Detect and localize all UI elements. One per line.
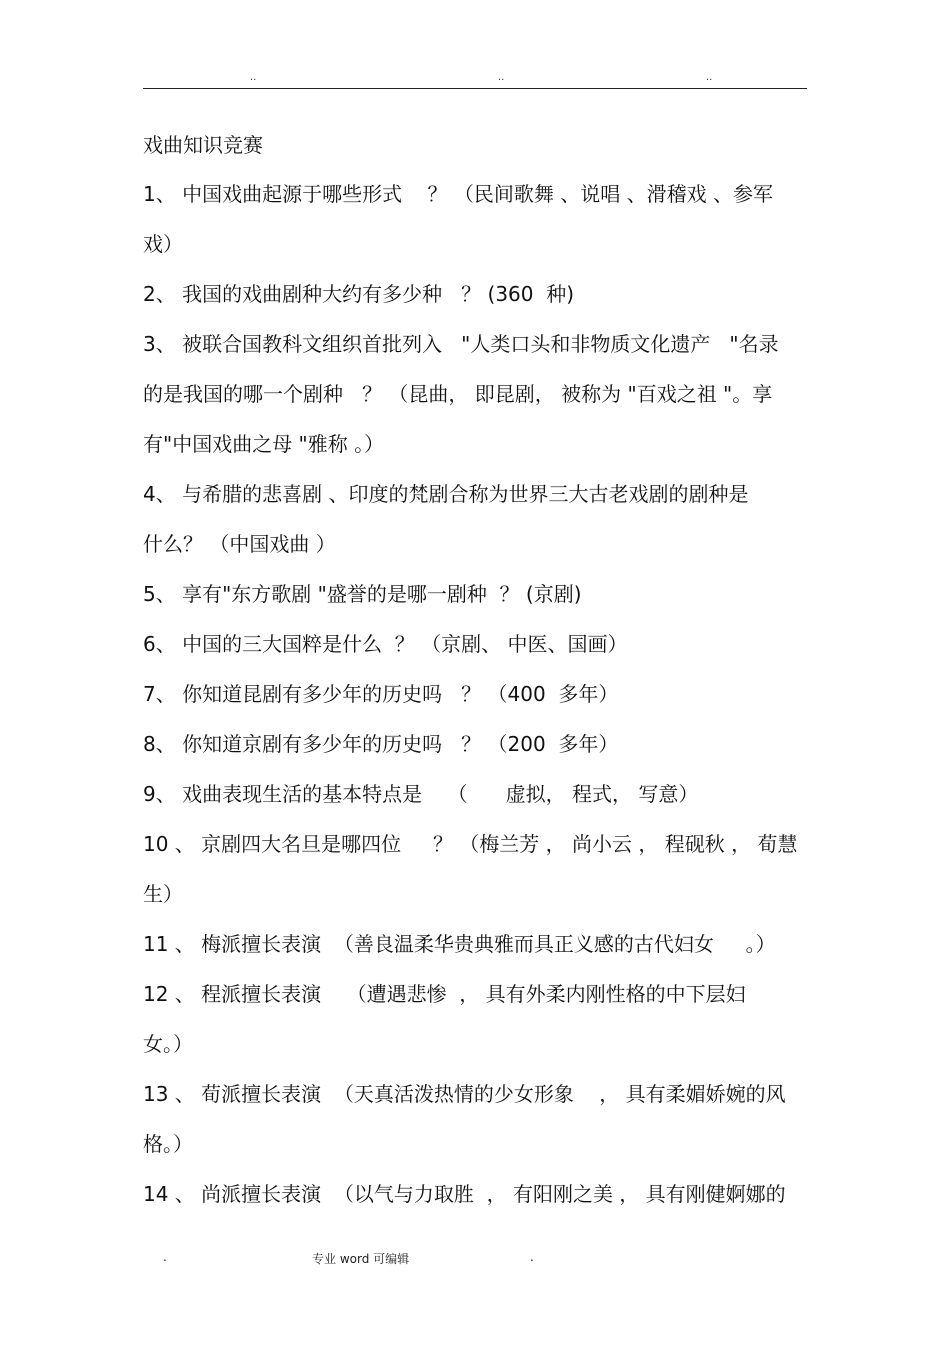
document-body bbox=[143, 180, 813, 1230]
document-title: 戏曲知识竞赛 bbox=[143, 133, 263, 157]
text-line: 10 、 京剧四大名旦是哪四位 ？ （梅兰芳 ， 尚小云 ， 程砚秋 ， 荀慧 bbox=[143, 832, 798, 856]
text-line: 6、 中国的三大国粹是什么 ？ （京剧、 中医、国画） bbox=[143, 632, 628, 656]
text-line: 8、 你知道京剧有多少年的历史吗 ？ （200 多年） bbox=[143, 732, 619, 756]
header-rule bbox=[143, 88, 807, 89]
text-line: 12 、 程派擅长表演 （遭遇悲惨 ， 具有外柔内刚性格的中下层妇 bbox=[143, 982, 746, 1006]
text-line: 3、 被联合国教科文组织首批列入 "人类口头和非物质文化遗产 "名录 bbox=[143, 332, 779, 356]
page-footer bbox=[0, 1250, 950, 1270]
text-line: 14 、 尚派擅长表演 （以气与力取胜 ， 有阳刚之美 ， 具有刚健婀娜的 bbox=[143, 1182, 786, 1206]
text-line: 4、 与希腊的悲喜剧 、印度的梵剧合称为世界三大古老戏剧的剧种是 bbox=[143, 482, 749, 506]
header-dot-center: .. bbox=[498, 72, 505, 83]
footer-dot-left: . bbox=[163, 1250, 167, 1264]
text-line: 9、 戏曲表现生活的基本特点是 （ 虚拟， 程式， 写意） bbox=[143, 782, 699, 806]
footer-label: 专业 word 可编辑 bbox=[312, 1252, 410, 1266]
text-line: 11 、 梅派擅长表演 （善良温柔华贵典雅而具正义感的古代妇女 。） bbox=[143, 932, 776, 956]
text-line: 什么？ （中国戏曲 ） bbox=[143, 532, 336, 556]
text-line: 生） bbox=[143, 882, 183, 906]
text-line: 有"中国戏曲之母 "雅称 。） bbox=[143, 432, 385, 456]
text-line: 2、 我国的戏曲剧种大约有多少种 ？ (360 种) bbox=[143, 282, 575, 306]
page-header bbox=[0, 72, 950, 86]
footer-dot-right: . bbox=[530, 1250, 534, 1264]
text-line: 戏） bbox=[143, 232, 183, 256]
text-line: 13 、 荀派擅长表演 （天真活泼热情的少女形象 ， 具有柔媚娇婉的风 bbox=[143, 1082, 786, 1106]
header-dot-right: .. bbox=[706, 72, 713, 83]
text-line: 女。） bbox=[143, 1032, 193, 1056]
text-line: 格。） bbox=[143, 1132, 193, 1156]
text-line: 的是我国的哪一个剧种 ？ （昆曲， 即昆剧， 被称为 "百戏之祖 "。享 bbox=[143, 382, 773, 406]
text-line: 5、 享有"东方歌剧 "盛誉的是哪一剧种 ？ (京剧) bbox=[143, 582, 582, 606]
text-line: 7、 你知道昆剧有多少年的历史吗 ？ （400 多年） bbox=[143, 682, 619, 706]
header-dot-left: .. bbox=[250, 72, 257, 83]
text-line: 1、 中国戏曲起源于哪些形式 ？ （民间歌舞 、说唱 、滑稽戏 、参军 bbox=[143, 182, 773, 206]
